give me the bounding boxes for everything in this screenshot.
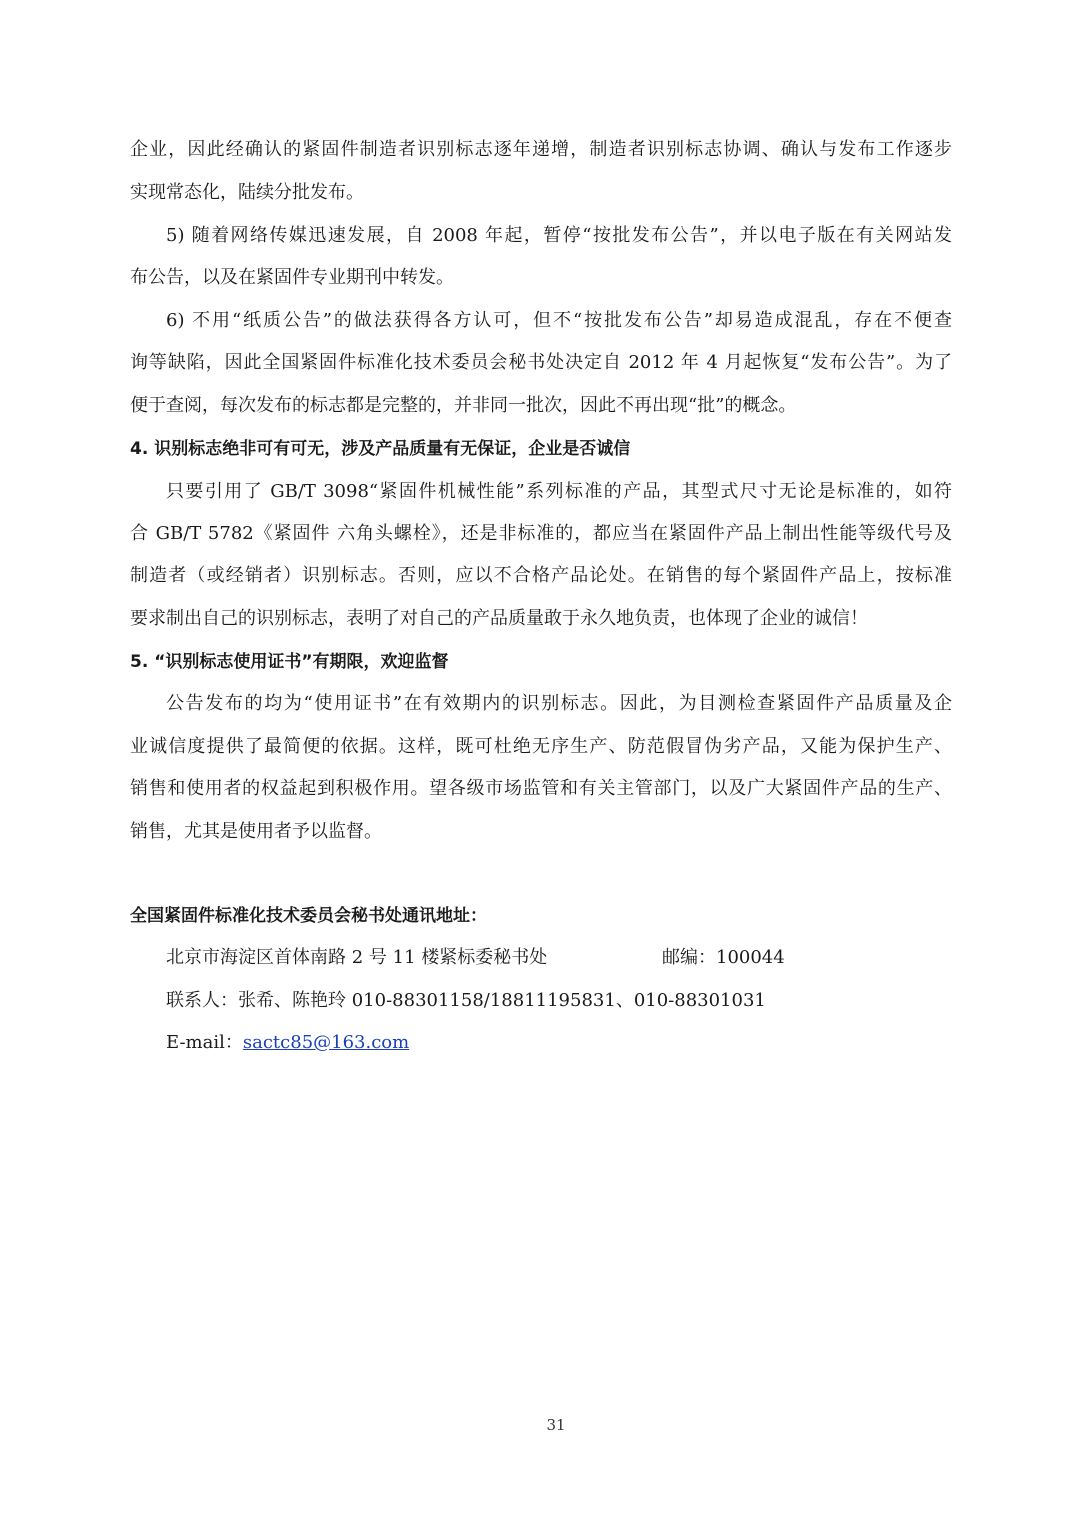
paragraph-line: 布公告，以及在紧固件专业期刊中转发。 bbox=[130, 267, 454, 288]
paragraph-line: 销售，尤其是使用者予以监督。 bbox=[130, 821, 382, 842]
email-label: E-mail： bbox=[166, 1032, 243, 1053]
paragraph-line: 制造者（或经销者）识别标志。否则，应以不合格产品论处。在销售的每个紧固件产品上，按标准 bbox=[130, 565, 952, 586]
page-number: 31 bbox=[546, 1416, 566, 1434]
contact-address: 北京市海淀区首体南路 2 号 11 楼紧标委秘书处 bbox=[166, 947, 548, 968]
paragraph-line: 业诚信度提供了最简便的依据。这样，既可杜绝无序生产、防范假冒伪劣产品，又能为保护生产、 bbox=[130, 736, 952, 757]
paragraph-line: 便于查阅，每次发布的标志都是完整的，并非同一批次，因此不再出现“批”的概念。 bbox=[130, 395, 797, 416]
paragraph-line: 6) 不用“纸质公告”的做法获得各方认可，但不“按批发布公告”却易造成混乱，存在不便查 bbox=[166, 310, 952, 331]
contact-postcode: 邮编：100044 bbox=[662, 947, 785, 968]
contact-heading: 全国紧固件标准化技术委员会秘书处通讯地址： bbox=[130, 906, 487, 926]
paragraph-line: 只要引用了 GB/T 3098“紧固件机械性能”系列标准的产品，其型式尺寸无论是标准的，如符 bbox=[166, 481, 952, 502]
contact-persons: 联系人：张希、陈艳玲 010-88301158/18811195831、010-88301031 bbox=[166, 990, 766, 1011]
paragraph-line: 合 GB/T 5782《紧固件 六角头螺栓》，还是非标准的，都应当在紧固件产品上制出性能等级代号及 bbox=[130, 523, 952, 544]
paragraph-line: 实现常态化，陆续分批发布。 bbox=[130, 182, 364, 203]
paragraph-line: 要求制出自己的识别标志，表明了对自己的产品质量敢于永久地负责，也体现了企业的诚信！ bbox=[130, 608, 868, 629]
paragraph-line: 公告发布的均为“使用证书”在有效期内的识别标志。因此，为目测检查紧固件产品质量及企 bbox=[166, 693, 952, 714]
paragraph-line: 销售和使用者的权益起到积极作用。望各级市场监管和有关主管部门，以及广大紧固件产品的生产、 bbox=[130, 778, 952, 799]
paragraph-line: 询等缺陷，因此全国紧固件标准化技术委员会秘书处决定自 2012 年 4 月起恢复“发布公告”。为了 bbox=[130, 352, 952, 373]
section-4-heading: 4. 识别标志绝非可有可无，涉及产品质量有无保证，企业是否诚信 bbox=[130, 439, 631, 459]
email-link[interactable]: sactc85@163.com bbox=[242, 1032, 410, 1053]
paragraph-line: 5) 随着网络传媒迅速发展，自 2008 年起，暂停“按批发布公告”，并以电子版在有关网站发 bbox=[166, 225, 952, 246]
contact-email-row bbox=[166, 1031, 409, 1055]
paragraph-line: 企业，因此经确认的紧固件制造者识别标志逐年递增，制造者识别标志协调、确认与发布工作逐步 bbox=[130, 139, 952, 160]
section-5-heading: 5. “识别标志使用证书”有期限，欢迎监督 bbox=[130, 652, 449, 672]
